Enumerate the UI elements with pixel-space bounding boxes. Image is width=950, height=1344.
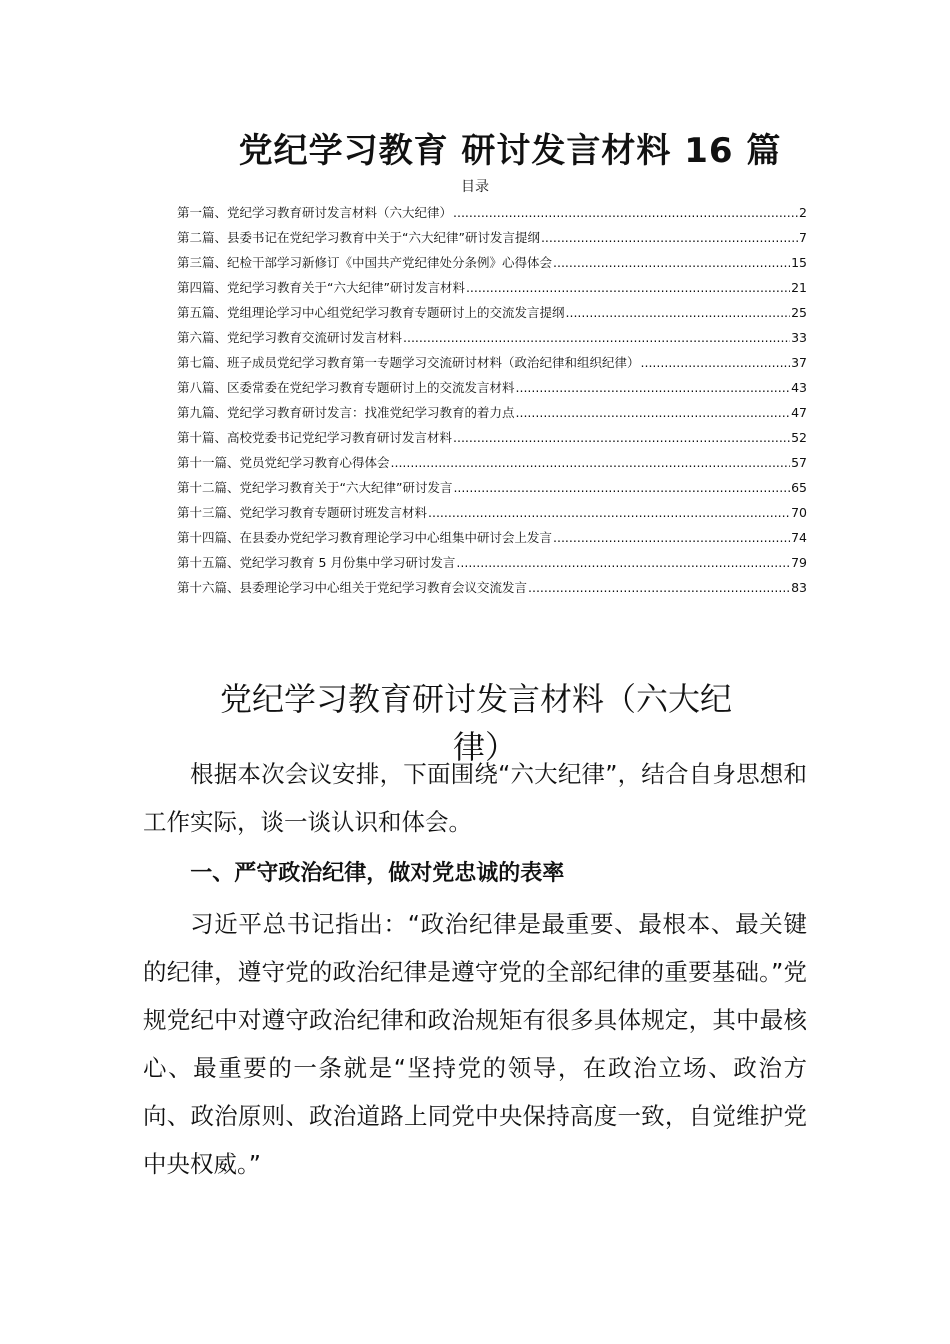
toc-leader-dots [466,275,790,300]
toc-entry-page: 37 [791,355,807,370]
toc-entry-10[interactable] [177,425,807,450]
toc-entry-label: 第十四篇、在县委办党纪学习教育理论学习中心组集中研讨会上发言 [177,530,553,545]
toc-entry-5[interactable] [177,300,807,325]
toc-leader-dots [428,500,790,525]
section-heading: 一、严守政治纪律，做对党忠诚的表率 [190,861,565,886]
toc-leader-dots [553,250,790,275]
toc-entry-label: 第五篇、党组理论学习中心组党纪学习教育专题研讨上的交流发言提纲 [177,305,565,320]
toc-entry-label: 第四篇、党纪学习教育关于“六大纪律”研讨发言材料 [177,280,465,295]
toc-leader-dots [453,425,790,450]
toc-entry-page: 47 [791,405,807,420]
toc-entry-label: 第十六篇、县委理论学习中心组关于党纪学习教育会议交流发言 [177,580,528,595]
toc-entry-page: 83 [791,580,807,595]
toc-entry-2[interactable] [177,225,807,250]
article-body [143,750,807,1188]
toc-entry-label: 第三篇、纪检干部学习新修订《中国共产党纪律处分条例》心得体会 [177,255,553,270]
toc-entry-page: 74 [791,530,807,545]
toc-leader-dots [453,475,790,500]
toc-entry-7[interactable] [177,350,807,375]
toc-entry-4[interactable] [177,275,807,300]
intro-paragraph: 根据本次会议安排，下面围绕“六大纪律”，结合自身思想和工作实际，谈一谈认识和体会。 [143,760,807,836]
toc-entry-label: 第九篇、党纪学习教育研讨发言：找准党纪学习教育的着力点 [177,405,515,420]
toc-entry-1[interactable] [177,200,807,225]
toc-entry-page: 15 [791,255,807,270]
toc-heading: 目录 [461,179,489,195]
toc-entry-page: 57 [791,455,807,470]
toc-leader-dots [516,375,791,400]
toc-entry-8[interactable] [177,375,807,400]
toc-entry-label: 第一篇、党纪学习教育研讨发言材料（六大纪律） [177,205,453,220]
toc-entry-page: 25 [791,305,807,320]
toc-entry-page: 33 [791,330,807,345]
article-title-line2: 律） [452,727,517,766]
toc-entry-13[interactable] [177,500,807,525]
toc-entry-page: 70 [791,505,807,520]
toc-leader-dots [541,225,798,250]
toc-leader-dots [456,550,790,575]
toc-leader-dots [641,350,791,375]
toc-entry-3[interactable] [177,250,807,275]
toc-entry-11[interactable] [177,450,807,475]
toc-entry-label: 第七篇、班子成员党纪学习教育第一专题学习交流研讨材料（政治纪律和组织纪律） [177,355,640,370]
toc-leader-dots [391,450,791,475]
toc-entry-12[interactable] [177,475,807,500]
toc-entry-label: 第二篇、县委书记在党纪学习教育中关于“六大纪律”研讨发言提纲 [177,230,540,245]
toc-entry-14[interactable] [177,525,807,550]
toc-entry-page: 2 [799,205,807,220]
article-title-line1: 党纪学习教育研讨发言材料（六大纪 [220,679,733,718]
toc-entry-label: 第六篇、党纪学习教育交流研讨发言材料 [177,330,403,345]
toc-leader-dots [453,200,798,225]
toc-leader-dots [553,525,790,550]
toc-entry-16[interactable] [177,575,807,600]
toc-entry-label: 第十二篇、党纪学习教育关于“六大纪律”研讨发言 [177,480,453,495]
toc-entry-label: 第十一篇、党员党纪学习教育心得体会 [177,455,390,470]
table-of-contents [177,200,807,600]
main-title: 党纪学习教育 研讨发言材料 16 篇 [238,131,782,171]
toc-entry-page: 21 [791,280,807,295]
toc-entry-label: 第八篇、区委常委在党纪学习教育专题研讨上的交流发言材料 [177,380,515,395]
toc-entry-label: 第十篇、高校党委书记党纪学习教育研讨发言材料 [177,430,453,445]
toc-entry-15[interactable] [177,550,807,575]
toc-leader-dots [528,575,790,600]
toc-leader-dots [516,400,791,425]
toc-entry-label: 第十三篇、党纪学习教育专题研讨班发言材料 [177,505,428,520]
toc-entry-page: 43 [791,380,807,395]
toc-entry-page: 52 [791,430,807,445]
toc-entry-9[interactable] [177,400,807,425]
toc-entry-page: 65 [791,480,807,495]
toc-entry-label: 第十五篇、党纪学习教育 5 月份集中学习研讨发言 [177,555,456,570]
body-paragraph: 习近平总书记指出：“政治纪律是最重要、最根本、最关键的纪律，遵守党的政治纪律是遵守党的全部纪律的重要基础。”党规党纪中对遵守政治纪律和政治规矩有很多具体规定，其中最核心、最重要的一条就是“坚持党的领导，在政治立场、政治方向、政治原则、政治道路上同党中央保持高度一致，自觉维护党中央权威。” [143,910,807,1178]
toc-leader-dots [566,300,791,325]
toc-leader-dots [403,325,790,350]
toc-entry-page: 7 [799,230,807,245]
toc-entry-6[interactable] [177,325,807,350]
toc-entry-page: 79 [791,555,807,570]
